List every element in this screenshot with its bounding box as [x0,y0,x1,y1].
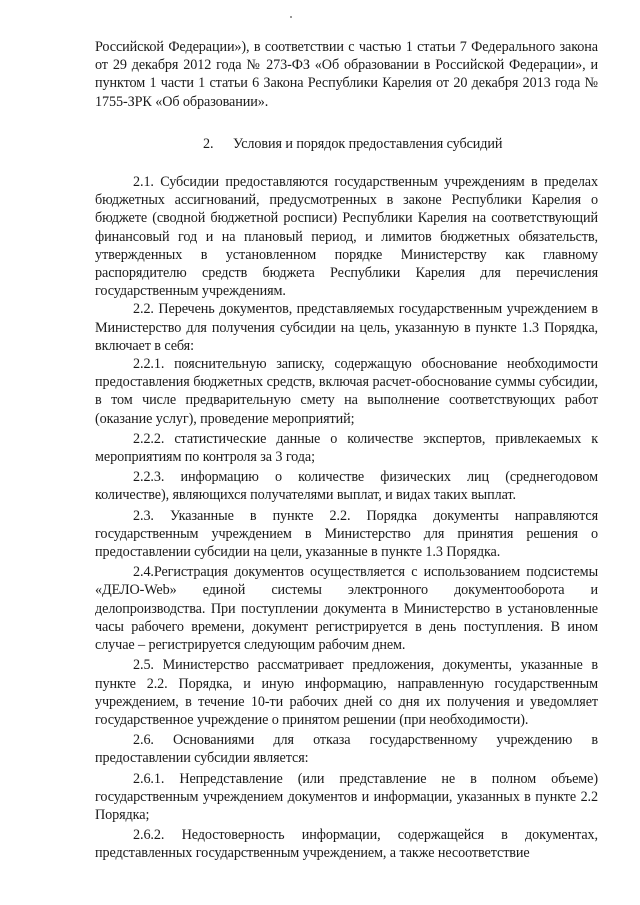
paragraph-2-3: 2.3. Указанные в пункте 2.2. Порядка документы направляются государственным учреждением в Министерство для принятия решения о предоставлении субсидии на цели, указанные в пункте 1.3 Порядка. [95,507,598,561]
section-title: Условия и порядок предоставления субсидий [233,135,503,152]
paragraph-2-2-1: 2.2.1. пояснительную записку, содержащую обоснование необходимости предоставления бюджетных средств, включая расчет-обоснование суммы субсидии, в том числе предварительную смету на выполнение соответствующих работ (оказание услуг), проведение мероприятий; [95,356,598,427]
paragraph-2-2: 2.2. Перечень документов, представляемых государственным учреждением в Министерство для получения субсидии на цель, указанную в пункте 1.3 Порядка, включает в себя: [95,301,598,354]
section-number: 2. [203,135,214,152]
paragraph-2-2-3: 2.2.3. информацию о количестве физических лиц (среднегодовом количестве), являющихся получателями выплат, и видах таких выплат. [95,469,598,504]
paragraph-2-2-2: 2.2.2. статистические данные о количестве экспертов, привлекаемых к мероприятиям по контроля за 3 года; [95,430,598,466]
paragraph-2-5: 2.5. Министерство рассматривает предложения, документы, указанные в пункте 2.2. Порядка, и иную информацию, направленную государственным учреждением, в течение 10-ти рабочих дней со дня их получения и уведомляет государственное учреждение о принятом решении (при необходимости). [95,657,598,728]
section-heading [95,135,598,153]
paragraph-2-6-2: 2.6.2. Недостоверность информации, содержащейся в документах, представленных государственным учреждением, а также несоответствие [95,827,598,862]
paragraph-2-4: 2.4.Регистрация документов осуществляется с использованием подсистемы «ДЕЛО-Web» единой системы электронного документооборота и делопроизводства. При поступлении документа в Министерство в установленные часы рабочего времени, документ регистрируется в день поступления. В ином случае – регистрируется следующим рабочим днем. [95,564,598,654]
scan-speck [290,16,292,18]
paragraph-2-1: 2.1. Субсидии предоставляются государственным учреждениям в пределах бюджетных ассигнований, предусмотренных в законе Республики Карелия о бюджете (сводной бюджетной росписи) Республики Карелия на соответствующий финансовый год и на плановый период, и лимитов бюджетных обязательств, утвержденных в установленном порядке Министерству как главному распорядителю средств бюджета Республики Карелия для перечисления государственным учреждениям. [95,174,598,300]
document-body [95,38,598,863]
intro-paragraph: Российской Федерации»), в соответствии с частью 1 статьи 7 Федерального закона от 29 декабря 2012 года № 273-ФЗ «Об образовании в Российской Федерации», и пунктом 1 части 1 статьи 6 Закона Республики Карелия от 20 декабря 2013 года № 1755-ЗРК «Об образовании». [95,39,598,110]
paragraph-2-6-1: 2.6.1. Непредставление (или представление не в полном объеме) государственным учреждением документов и информации, указанных в пункте 2.2 Порядка; [95,770,598,823]
paragraph-2-6: 2.6. Основаниями для отказа государственному учреждению в предоставлении субсидии является: [95,732,598,767]
